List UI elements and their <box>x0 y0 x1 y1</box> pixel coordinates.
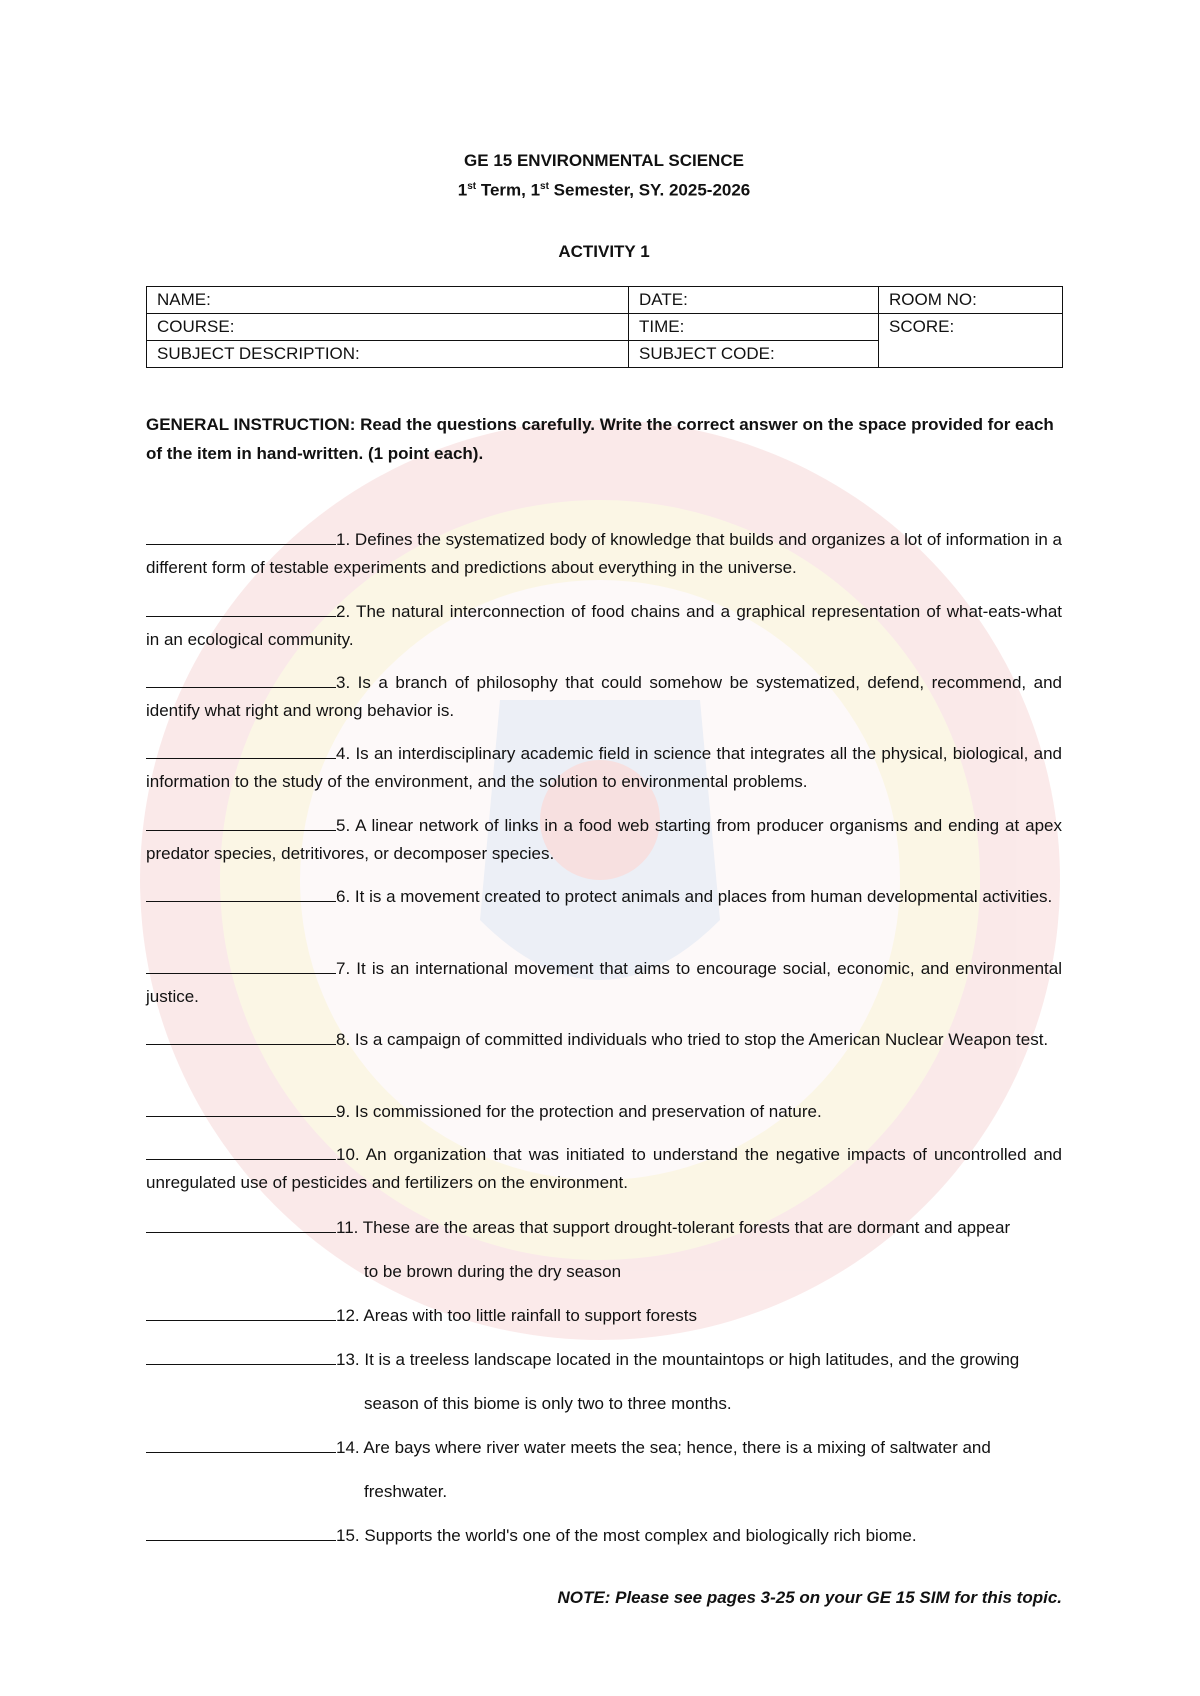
answer-blank[interactable] <box>146 1348 336 1365</box>
answer-blank[interactable] <box>146 600 336 617</box>
answer-blank[interactable] <box>146 528 336 545</box>
term-line: 1st Term, 1st Semester, SY. 2025-2026 <box>457 180 751 200</box>
answer-blank[interactable] <box>146 1216 336 1233</box>
subject-description-field[interactable]: SUBJECT DESCRIPTION: <box>147 341 629 368</box>
question-item: 1. Defines the systematized body of knowledge that builds and organizes a lot of information in a different form of testable experiments and predictions about everything in the universe. <box>146 530 1062 577</box>
answer-blank[interactable] <box>146 957 336 974</box>
general-instruction: GENERAL INSTRUCTION: Read the questions carefully. Write the correct answer on the space provided for each of the item in hand-written. (1 point each). <box>146 415 1054 463</box>
document-header <box>146 148 1062 204</box>
question-item: 6. It is a movement created to protect animals and places from human developmental activities. <box>146 883 1062 911</box>
room-no-field[interactable]: ROOM NO: <box>879 287 1063 314</box>
course-field[interactable]: COURSE: <box>147 314 629 341</box>
question-item: 11. These are the areas that support drought-tolerant forests that are dormant and appear to be brown during the dry season <box>146 1206 1062 1294</box>
student-info-table <box>146 286 1063 368</box>
score-field[interactable]: SCORE: <box>879 314 1063 368</box>
question-item: 15. Supports the world's one of the most complex and biologically rich biome. <box>146 1514 1062 1558</box>
answer-blank[interactable] <box>146 885 336 902</box>
question-item: 5. A linear network of links in a food web starting from producer organisms and ending at apex predator species, detritivores, or decomposer species. <box>146 816 1062 863</box>
answer-blank[interactable] <box>146 1143 336 1160</box>
question-item: 12. Areas with too little rainfall to support forests <box>146 1294 1062 1338</box>
answer-blank[interactable] <box>146 742 336 759</box>
question-item: 10. An organization that was initiated to understand the negative impacts of uncontrolled and unregulated use of pesticides and fertilizers on the environment. <box>146 1145 1062 1192</box>
question-item: 4. Is an interdisciplinary academic field in science that integrates all the physical, biological, and information to the study of the environment, and the solution to environmental problems. <box>146 744 1062 791</box>
answer-blank[interactable] <box>146 671 336 688</box>
answer-blank[interactable] <box>146 814 336 831</box>
name-field[interactable]: NAME: <box>147 287 629 314</box>
course-title: GE 15 ENVIRONMENTAL SCIENCE <box>464 151 744 170</box>
answer-blank[interactable] <box>146 1436 336 1453</box>
question-item: 3. Is a branch of philosophy that could somehow be systematized, defend, recommend, and identify what right and wrong behavior is. <box>146 673 1062 720</box>
question-item: 13. It is a treeless landscape located in the mountaintops or high latitudes, and the growing season of this biome is only two to three months. <box>146 1338 1062 1426</box>
question-item: 7. It is an international movement that aims to encourage social, economic, and environmental justice. <box>146 959 1062 1006</box>
question-item: 2. The natural interconnection of food chains and a graphical representation of what-eats-what in an ecological community. <box>146 602 1062 649</box>
question-item: 8. Is a campaign of committed individuals who tried to stop the American Nuclear Weapon test. <box>146 1026 1062 1054</box>
answer-blank[interactable] <box>146 1304 336 1321</box>
question-item: 14. Are bays where river water meets the sea; hence, there is a mixing of saltwater and freshwater. <box>146 1426 1062 1514</box>
answer-blank[interactable] <box>146 1524 336 1541</box>
subject-code-field[interactable]: SUBJECT CODE: <box>629 341 879 368</box>
activity-title: ACTIVITY 1 <box>558 242 650 261</box>
answer-blank[interactable] <box>146 1028 336 1045</box>
time-field[interactable]: TIME: <box>629 314 879 341</box>
date-field[interactable]: DATE: <box>629 287 879 314</box>
footer-note: NOTE: Please see pages 3-25 on your GE 15 SIM for this topic. <box>557 1588 1062 1607</box>
answer-blank[interactable] <box>146 1100 336 1117</box>
question-item: 9. Is commissioned for the protection and preservation of nature. <box>146 1098 1062 1126</box>
